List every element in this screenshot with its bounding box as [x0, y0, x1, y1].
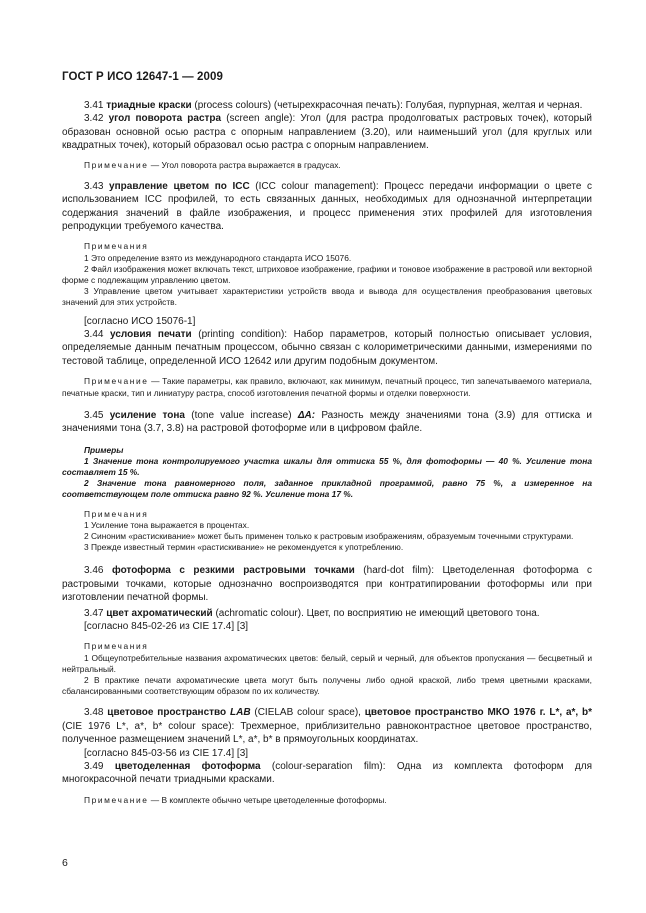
note-item: 1 Это определение взято из международного стандарта ИСО 15076.: [84, 252, 352, 263]
entry-3-44: 3.44 условия печати (printing condition): Набор параметров, который полностью описывает условия, определяемые данным печатным процессом, обычно связан с колориметрическими данными, измерениями по тестовой таблице, определенной ИСО 12642 или другим подобным документом.: [62, 329, 592, 367]
note-item: 1 Общеупотребительные названия ахроматических цветов: белый, серый и черный, для объектов пропускания — бесцветный и нейтральный.: [62, 652, 592, 674]
example-item: 1 Значение тона контролируемого участка шкалы для оттиска 55 %, для фотоформы — 40 %. Усиление тона составляет 15 %.: [62, 455, 592, 477]
note-3-42: Примечание — Угол поворота растра выражается в градусах.: [84, 159, 341, 170]
examples-heading: Примеры: [84, 444, 124, 455]
entry-3-48: 3.48 цветовое пространство LAB (CIELAB colour space), цветовое пространство МКО 1976 г. L*, a*, b* (CIE 1976 L*, a*, b* colour space): Трехмерное, приблизительно равноконтрастное цветовое пространство, полученное размещением значений L*, a*, b* в прямоугольных координатах.: [62, 707, 592, 746]
document-body: [62, 99, 592, 806]
entry-3-47: 3.47 цвет ахроматический (achromatic colour). Цвет, по восприятию не имеющий цветового тона.: [84, 607, 540, 619]
note-item: 2 Файл изображения может включать текст, штриховое изображение, графики и тоновое изображение в растровой или векторной форме с подлежащим управлению цветом.: [62, 263, 592, 286]
entry-3-49: 3.49 цветоделенная фотоформа (colour-separation film): Одна из комплекта фотоформ для многокрасочной печати триадными красками.: [62, 761, 592, 786]
entry-3-43: 3.43 управление цветом по ICC (ICC colour management): Процесс передачи информации о цвете с использованием ICC профилей, то есть связанных данных, необходимых для однозначной интерпретации содержания значений в файле изображения, и процесс применения этих профилей для изготовления репродукции требуемого качества.: [62, 180, 592, 233]
note-item: 3 Прежде известный термин «растискивание» не рекомендуется к употреблению.: [84, 542, 404, 553]
entry-3-45: 3.45 усиление тона (tone value increase) ΔA: Разность между значениями тона (3.9) для оттиска и значениями тона (3.7, 3.8) на растровой фотоформе или в цифровом файле.: [62, 409, 592, 435]
reference-3-48: [согласно 845-03-56 из CIE 17.4] [3]: [84, 747, 249, 759]
page-number: 6: [62, 857, 68, 869]
document-header: ГОСТ Р ИСО 12647-1 — 2009: [62, 71, 224, 83]
note-3-44: Примечание — Такие параметры, как правило, включают, как минимум, печатный процесс, тип запечатываемого материала, печатные краски, тип и линиатуру растра, способ изготовления печатной формы и отделки поверхности.: [62, 376, 592, 398]
notes-heading-3-45: Примечания: [84, 508, 149, 519]
entry-3-46: 3.46 фотоформа с резкими растровыми точками (hard-dot film): Цветоделенная фотоформа с растровыми точками, которые однозначно воспроизводятся при контратипировании фотоформы или при изготовлении печатной формы.: [62, 565, 592, 604]
notes-heading-3-43: Примечания: [84, 241, 149, 252]
note-item: 1 Усиление тона выражается в процентах.: [84, 519, 250, 530]
note-item: 2 В практике печати ахроматические цвета могут быть получены либо одной краской, либо тремя цветными красками, сбалансированными соответствующим образом по их количеству.: [62, 674, 592, 697]
note-3-49: Примечание — В комплекте обычно четыре цветоделенные фотоформы.: [84, 794, 387, 805]
note-item: 2 Синоним «растискивание» может быть применен только к растровым изображениям, образуемым точечными структурами.: [84, 530, 574, 541]
notes-heading-3-47: Примечания: [84, 641, 149, 652]
example-item: 2 Значение тона равномерного поля, заданное прикладной программой, равно 75 %, а измеренное на соответствующем поле оттиска равно 92 %. Усиление тона 17 %.: [62, 478, 592, 500]
entry-3-42: 3.42 угол поворота растра (screen angle): Угол (для растра продолговатых растровых точек), который образован основной осью растра с опорным направлением (3.20), или наименьший угол (для круглых или квадратных точек), который образовал осью растра с опорным направлением.: [62, 113, 592, 152]
entry-3-41: 3.41 триадные краски (process colours) (четырехкрасочная печать): Голубая, пурпурная, желтая и черная.: [84, 100, 583, 111]
reference-3-43: [согласно ИСО 15076-1]: [84, 315, 196, 327]
reference-3-47: [согласно 845-02-26 из CIE 17.4] [3]: [84, 620, 249, 632]
note-item: 3 Управление цветом учитывает характеристики устройств ввода и вывода для осуществления преобразования цветовых значений для этих устройств.: [62, 286, 592, 308]
